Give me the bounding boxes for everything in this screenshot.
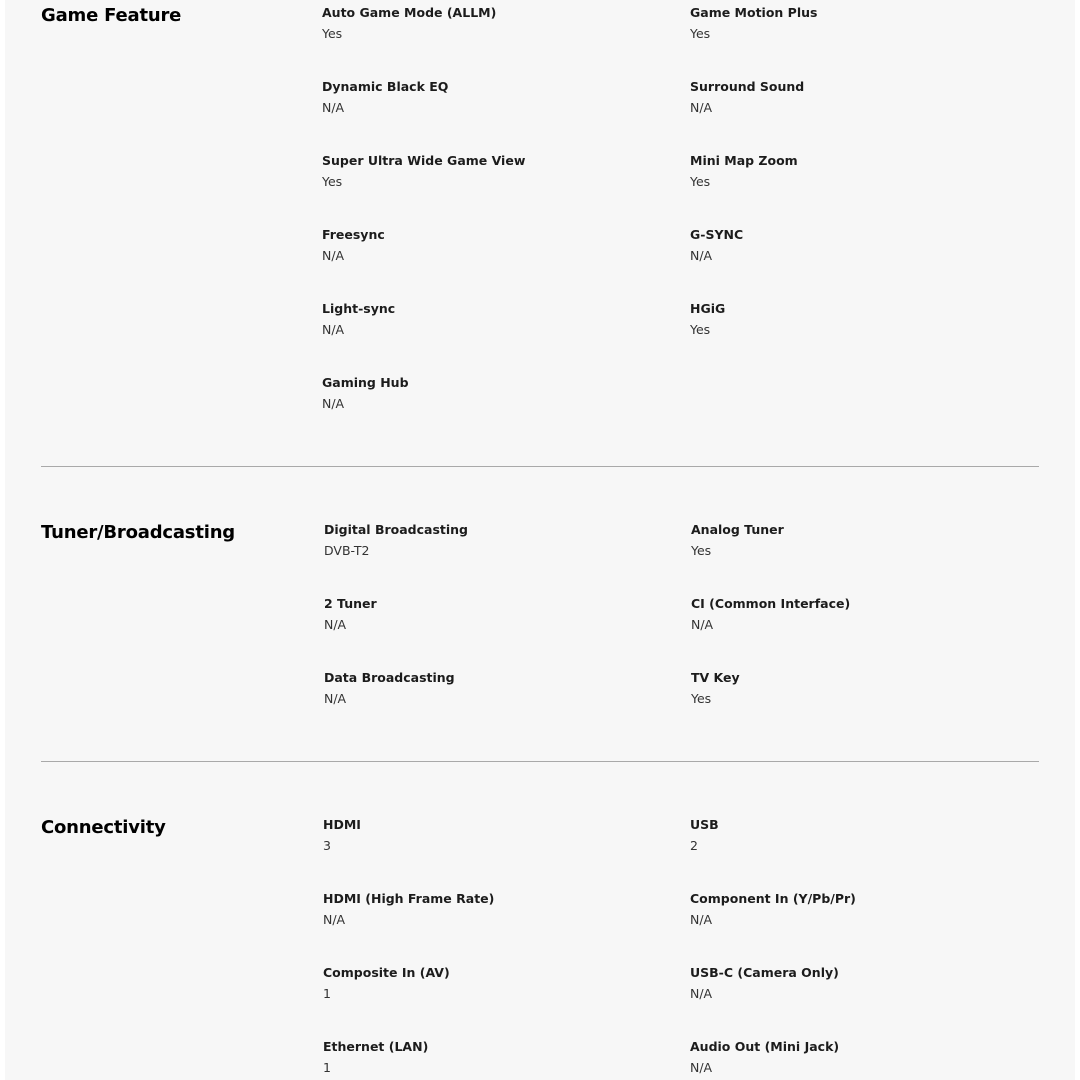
spec-value: Yes: [691, 543, 712, 558]
spec-value: Yes: [691, 691, 712, 706]
spec-value: 3: [323, 838, 331, 853]
spec-label: HDMI (High Frame Rate): [323, 891, 495, 906]
section-title: Connectivity: [41, 817, 166, 838]
section-divider: [41, 466, 1039, 467]
spec-item: [322, 301, 652, 338]
spec-item: [690, 891, 1020, 928]
spec-item: [323, 891, 653, 928]
spec-value: N/A: [690, 100, 713, 115]
spec-value: Yes: [690, 26, 711, 41]
spec-label: Component In (Y/Pb/Pr): [690, 891, 856, 906]
spec-label: Game Motion Plus: [690, 5, 818, 20]
spec-value: 2: [690, 838, 698, 853]
spec-value: Yes: [322, 26, 343, 41]
spec-label: HDMI: [323, 817, 361, 832]
spec-label: USB-C (Camera Only): [690, 965, 839, 980]
spec-value: 1: [323, 1060, 331, 1075]
spec-value: N/A: [324, 691, 347, 706]
spec-label: HGiG: [690, 301, 726, 316]
spec-label: Auto Game Mode (ALLM): [322, 5, 497, 20]
spec-page: [5, 0, 1075, 1080]
spec-value: N/A: [322, 322, 345, 337]
spec-item: [690, 817, 1020, 854]
spec-label: CI (Common Interface): [691, 596, 851, 611]
spec-value: N/A: [322, 100, 345, 115]
spec-label: Surround Sound: [690, 79, 805, 94]
spec-label: Ethernet (LAN): [323, 1039, 429, 1054]
spec-label: Dynamic Black EQ: [322, 79, 449, 94]
spec-item: [322, 79, 652, 116]
spec-value: N/A: [690, 1060, 713, 1075]
spec-value: N/A: [324, 617, 347, 632]
spec-item: [690, 965, 1020, 1002]
spec-item: [323, 817, 653, 854]
spec-label: 2 Tuner: [324, 596, 377, 611]
spec-item: [322, 153, 652, 190]
spec-item: [322, 227, 652, 264]
spec-item: [322, 375, 652, 412]
spec-label: Gaming Hub: [322, 375, 409, 390]
spec-item: [690, 227, 1020, 264]
spec-value: N/A: [691, 617, 714, 632]
spec-value: 1: [323, 986, 331, 1001]
spec-label: G-SYNC: [690, 227, 744, 242]
spec-label: Freesync: [322, 227, 385, 242]
spec-item: [690, 301, 1020, 338]
spec-item: [691, 522, 1021, 559]
spec-value: N/A: [690, 912, 713, 927]
spec-label: Digital Broadcasting: [324, 522, 468, 537]
spec-item: [323, 1039, 653, 1076]
spec-label: Composite In (AV): [323, 965, 450, 980]
spec-value: N/A: [690, 986, 713, 1001]
spec-item: [323, 965, 653, 1002]
spec-item: [690, 79, 1020, 116]
section-title: Tuner/Broadcasting: [41, 522, 235, 543]
spec-label: Light-sync: [322, 301, 396, 316]
spec-value: N/A: [322, 396, 345, 411]
spec-label: Audio Out (Mini Jack): [690, 1039, 840, 1054]
spec-label: Mini Map Zoom: [690, 153, 798, 168]
spec-value: Yes: [690, 322, 711, 337]
spec-item: [691, 670, 1021, 707]
spec-item: [324, 596, 654, 633]
spec-label: Super Ultra Wide Game View: [322, 153, 526, 168]
spec-item: [324, 522, 654, 559]
spec-item: [322, 5, 652, 42]
spec-value: DVB-T2: [324, 543, 370, 558]
spec-value: Yes: [322, 174, 343, 189]
spec-label: TV Key: [691, 670, 740, 685]
section-title: Game Feature: [41, 5, 182, 26]
spec-item: [690, 153, 1020, 190]
spec-value: N/A: [323, 912, 346, 927]
spec-value: N/A: [322, 248, 345, 263]
spec-label: Analog Tuner: [691, 522, 784, 537]
spec-value: Yes: [690, 174, 711, 189]
spec-item: [690, 5, 1020, 42]
spec-item: [690, 1039, 1020, 1076]
spec-label: USB: [690, 817, 719, 832]
spec-item: [324, 670, 654, 707]
spec-value: N/A: [690, 248, 713, 263]
spec-label: Data Broadcasting: [324, 670, 455, 685]
spec-item: [691, 596, 1021, 633]
section-divider: [41, 761, 1039, 762]
